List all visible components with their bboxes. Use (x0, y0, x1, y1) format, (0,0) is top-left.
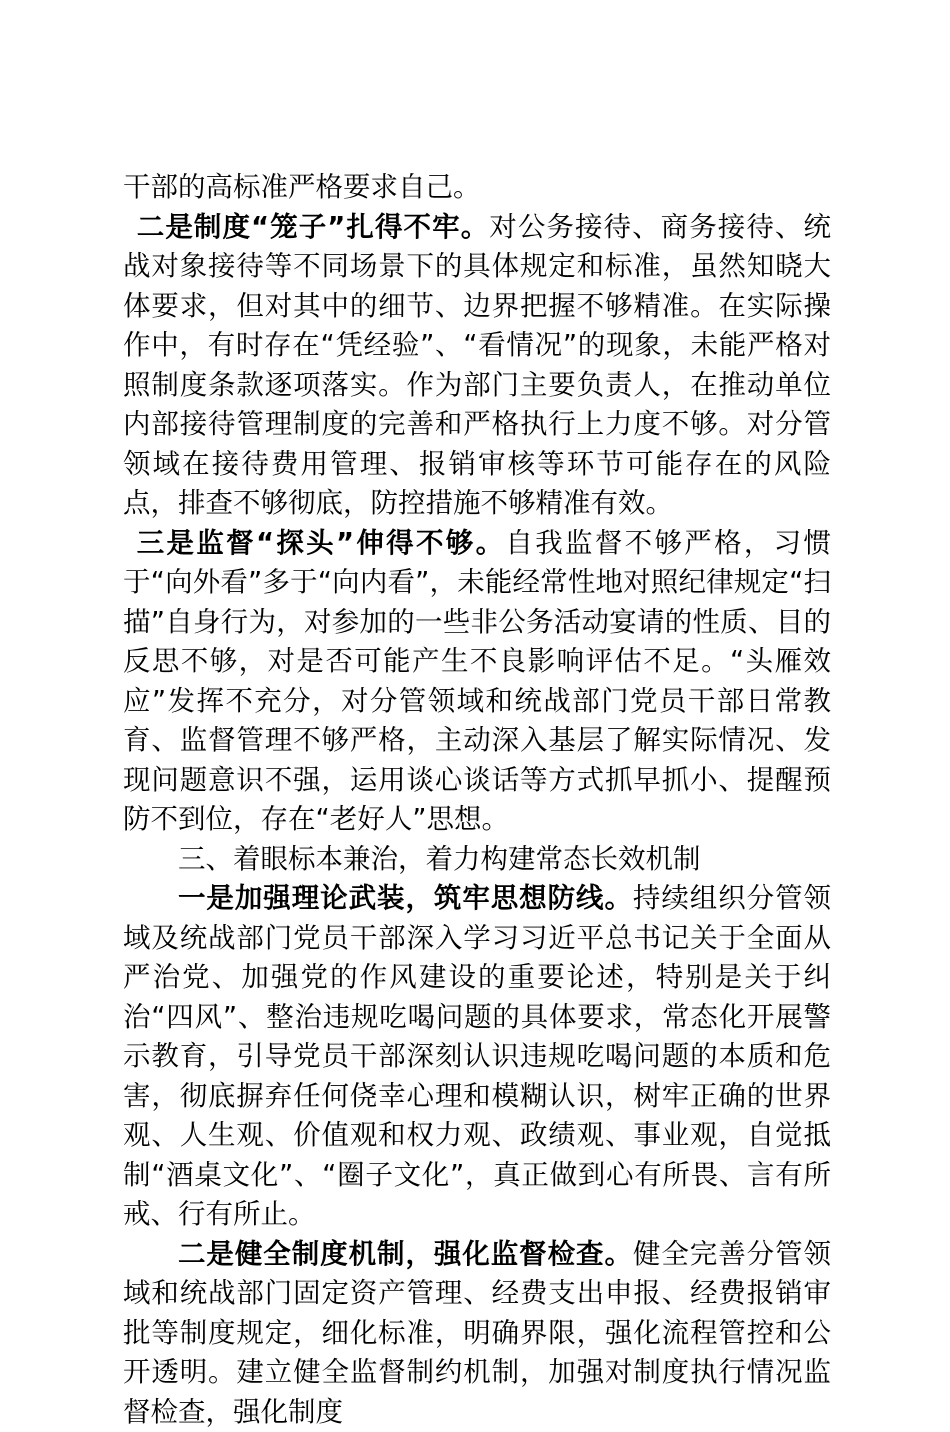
paragraph-body: 持续组织分管领域及统战部门党员干部深入学习习近平总书记关于全面从严治党、加强党的作风建设的重要论述，特别是关于纠治“四风”、整治违规吃喝问题的具体要求，常态化开展警示教育，引导党员干部深刻认识违规吃喝问题的本质和危害，彻底摒弃任何侥幸心理和模糊认识，树牢正确的世界观、人生观、价值观和权力观、政绩观、事业观，自觉抵制“酒桌文化”、“圈子文化”，真正做到心有所畏、言有所戒、行有所止。 (123, 882, 831, 1230)
paragraph-body: 对公务接待、商务接待、统战对象接待等不同场景下的具体规定和标准，虽然知晓大体要求，但对其中的细节、边界把握不够精准。在实际操作中，有时存在“凭经验”、“看情况”的现象，未能严格对照制度条款逐项落实。作为部门主要负责人，在推动单位内部接待管理制度的完善和严格执行上力度不够。对分管领域在接待费用管理、报销审核等环节可能存在的风险点，排查不够彻底，防控措施不够精准有效。 (123, 211, 831, 520)
paragraph-system-cage (123, 208, 831, 524)
paragraph-lead: 二是制度“笼子”扎得不牢。 (137, 211, 490, 243)
paragraph-body: 干部的高标准严格要求自己。 (123, 171, 481, 203)
section-heading (123, 840, 831, 880)
paragraph-lead: 一是加强理论武装，筑牢思想防线。 (178, 882, 633, 914)
paragraph-supervision-probe (123, 524, 831, 840)
paragraph-lead: 二是健全制度机制，强化监督检查。 (178, 1238, 633, 1270)
paragraph-lead: 三是监督“探头”伸得不够。 (137, 527, 506, 559)
document-body (123, 168, 831, 1432)
paragraph-system-mechanism (123, 1235, 831, 1432)
paragraph-continuation (123, 168, 831, 208)
section-heading-text: 三、着眼标本兼治，着力构建常态长效机制 (178, 843, 701, 875)
paragraph-body: 健全完善分管领域和统战部门固定资产管理、经费支出申报、经费报销审批等制度规定，细化标准，明确界限，强化流程管控和公开透明。建立健全监督制约机制，加强对制度执行情况监督检查，强化制度 (123, 1238, 831, 1428)
paragraph-body: 自我监督不够严格，习惯于“向外看”多于“向内看”，未能经常性地对照纪律规定“扫描”自身行为，对参加的一些非公务活动宴请的性质、目的反思不够，对是否可能产生不良影响评估不足。“头雁效应”发挥不充分，对分管领域和统战部门党员干部日常教育、监督管理不够严格，主动深入基层了解实际情况、发现问题意识不强，运用谈心谈话等方式抓早抓小、提醒预防不到位，存在“老好人”思想。 (123, 527, 831, 836)
paragraph-theory-arming (123, 879, 831, 1235)
